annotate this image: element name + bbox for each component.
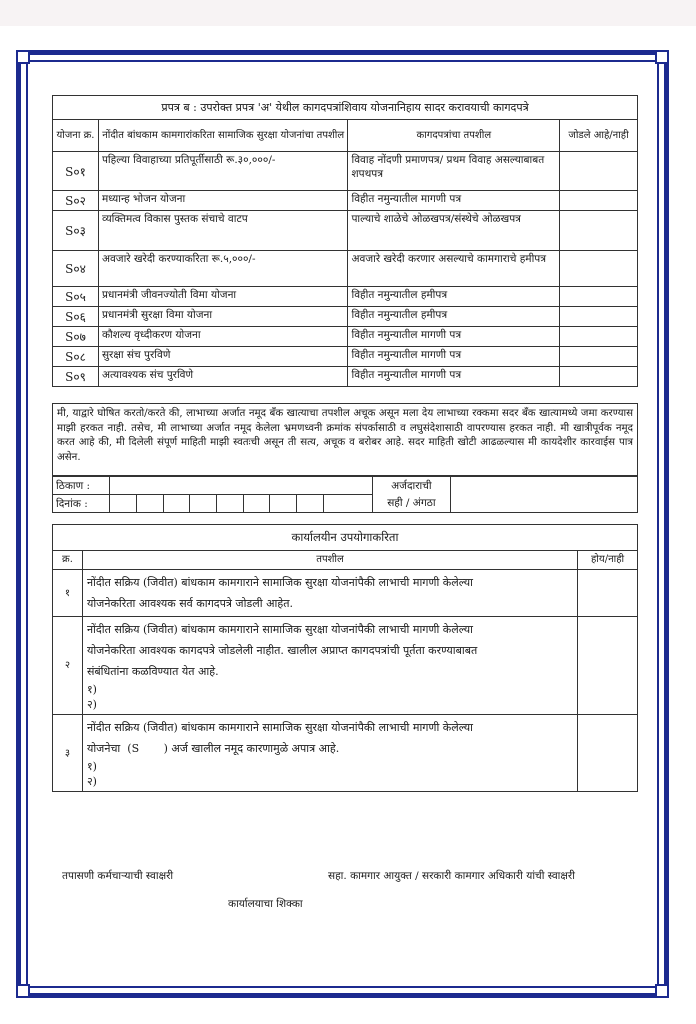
office-use-title: कार्यालयीन उपयोगाकरिता — [53, 525, 638, 551]
col-scheme-details: नोंदीत बांधकाम कामगारांकरिता सामाजिक सुरक्षा योजनांचा तपशील — [98, 120, 348, 152]
table-row — [53, 191, 638, 211]
attached-cell[interactable] — [560, 327, 638, 347]
inspector-signature-label: तपासणी कर्मचाऱ्याची स्वाक्षरी — [62, 870, 174, 882]
date-digit-box[interactable] — [323, 495, 372, 513]
border-corner — [16, 50, 30, 64]
table-row — [53, 347, 638, 367]
row-item: १) — [86, 683, 97, 696]
row-details — [82, 570, 577, 617]
row-line: योजनेकरिता आवश्यक सर्व कागदपत्रे जोडली आहेत. — [86, 597, 293, 610]
office-use-table — [52, 524, 638, 792]
attached-cell[interactable] — [560, 287, 638, 307]
table-row — [53, 307, 638, 327]
row-line: नोंदीत सक्रिय (जिवीत) बांधकाम कामगाराने सामाजिक सुरक्षा योजनांपैकी लाभाची मागणी केलेल्या — [86, 721, 473, 734]
attached-cell[interactable] — [560, 152, 638, 191]
date-digit-box[interactable] — [110, 495, 137, 513]
scheme-docs: विवाह नोंदणी प्रमाणपत्र/ प्रथम विवाह असल्याबाबत शपथपत्र — [348, 152, 560, 191]
scheme-code: S०३ — [53, 211, 99, 251]
scheme-code: S०२ — [53, 191, 99, 211]
row-number: १ — [53, 570, 83, 617]
date-digit-box[interactable] — [136, 495, 163, 513]
col-details: तपशील — [82, 551, 577, 570]
row-number: २ — [53, 617, 83, 715]
row-number: ३ — [53, 715, 83, 792]
place-date-table — [52, 476, 638, 513]
officer-signature-label: सहा. कामगार आयुक्त / सरकारी कामगार अधिकारी यांची स्वाक्षरी — [328, 870, 575, 882]
col-no: क्र. — [53, 551, 83, 570]
scheme-name: व्यक्तिमत्व विकास पुस्तक संचाचे वाटप — [98, 211, 348, 251]
attached-cell[interactable] — [560, 367, 638, 387]
scheme-docs: विहीत नमुन्यातील हमीपत्र — [348, 307, 560, 327]
col-scheme-no: योजना क्र. — [53, 120, 99, 152]
part-b-table — [52, 95, 638, 387]
office-stamp-label: कार्यालयाचा शिक्का — [228, 898, 303, 910]
scheme-code: S०६ — [53, 307, 99, 327]
yesno-cell[interactable] — [578, 715, 638, 792]
scheme-code: S०९ — [53, 367, 99, 387]
yesno-cell[interactable] — [578, 617, 638, 715]
sign-label: सही / अंगठा — [372, 495, 450, 513]
scheme-code: S०५ — [53, 287, 99, 307]
scheme-name: प्रधानमंत्री जीवनज्योती विमा योजना — [98, 287, 348, 307]
scheme-code: S०७ — [53, 327, 99, 347]
part-b-title: प्रपत्र ब : उपरोक्त प्रपत्र 'अ' येथील कागदपत्रांशिवाय योजनानिहाय सादर करावयाची कागदपत्रे — [53, 96, 638, 120]
scheme-docs: पाल्याचे शाळेचे ओळखपत्र/संस्थेचे ओळखपत्र — [348, 211, 560, 251]
col-yesno: होय/नाही — [578, 551, 638, 570]
table-row — [53, 367, 638, 387]
scheme-docs: अवजारे खरेदी करणार असल्याचे कामगाराचे हमीपत्र — [348, 251, 560, 287]
date-digit-box[interactable] — [190, 495, 217, 513]
date-digit-box[interactable] — [270, 495, 297, 513]
scheme-name: कौशल्य वृध्दीकरण योजना — [98, 327, 348, 347]
place-label: ठिकाण : — [53, 477, 110, 495]
date-digit-box[interactable] — [163, 495, 190, 513]
yesno-cell[interactable] — [578, 570, 638, 617]
col-documents: कागदपत्रांचा तपशील — [348, 120, 560, 152]
scheme-name: अवजारे खरेदी करण्याकरिता रू.५,०००/- — [98, 251, 348, 287]
signature-box[interactable] — [451, 477, 638, 513]
attached-cell[interactable] — [560, 251, 638, 287]
top-bar — [0, 0, 696, 26]
scheme-code: S०४ — [53, 251, 99, 287]
date-label: दिनांक : — [53, 495, 110, 513]
scheme-name: सुरक्षा संच पुरविणे — [98, 347, 348, 367]
table-row — [53, 715, 638, 792]
declaration-text: मी, याद्वारे घोषित करतो/करते की, लाभाच्या अर्जात नमूद बँक खात्याचा तपशील अचूक असून मला देय लाभाच्या रक्कमा सदर बँक खात्यामध्ये जमा करण्यास माझी हरकत नाही. तसेच, मी लाभाच्या अर्जात नमूद केलेला भ्रमणध्वनी क्रमांक संपर्कासाठी व लघुसंदेशासाठी वापरण्यास हरकत नाही. मी खात्रीपूर्वक नमूद करत आहे की, मी दिलेली संपूर्ण माहिती माझी स्वतःची असून ती सत्य, अचूक व बरोबर आहे. सदर माहिती खोटी आढळल्यास मी कायदेशीर कारवाईस पात्र असेन. — [52, 403, 638, 476]
scheme-docs: विहीत नमुन्यातील हमीपत्र — [348, 287, 560, 307]
scheme-docs: विहीत नमुन्यातील मागणी पत्र — [348, 347, 560, 367]
border-corner — [655, 50, 669, 64]
row-line: संबंधितांना कळविण्यात येत आहे. — [86, 665, 219, 678]
border-corner — [16, 984, 30, 998]
scheme-name: पहिल्या विवाहाच्या प्रतिपूर्तीसाठी रू.३०,०००/- — [98, 152, 348, 191]
row-item: १) — [86, 760, 97, 773]
table-row — [53, 211, 638, 251]
scheme-docs: विहीत नमुन्यातील मागणी पत्र — [348, 327, 560, 347]
date-digit-box[interactable] — [296, 495, 323, 513]
scheme-name: अत्यावश्यक संच पुरविणे — [98, 367, 348, 387]
row-line: योजनेकरिता आवश्यक कागदपत्रे जोडलेली नाहीत. खालील अप्राप्त कागदपत्रांची पूर्तता करण्याबाबत — [86, 644, 478, 657]
table-row — [53, 617, 638, 715]
attached-cell[interactable] — [560, 347, 638, 367]
attached-cell[interactable] — [560, 211, 638, 251]
row-item: २) — [86, 698, 97, 711]
row-line: नोंदीत सक्रिय (जिवीत) बांधकाम कामगाराने सामाजिक सुरक्षा योजनांपैकी लाभाची मागणी केलेल्या — [86, 623, 473, 636]
scheme-code: S०८ — [53, 347, 99, 367]
table-row — [53, 327, 638, 347]
attached-cell[interactable] — [560, 307, 638, 327]
border-corner — [655, 984, 669, 998]
attached-cell[interactable] — [560, 191, 638, 211]
applicant-label: अर्जदाराची — [372, 477, 450, 495]
scheme-name: मध्यान्ह भोजन योजना — [98, 191, 348, 211]
col-attached: जोडले आहे/नाही — [560, 120, 638, 152]
scheme-name: प्रधानमंत्री सुरक्षा विमा योजना — [98, 307, 348, 327]
date-digit-box[interactable] — [243, 495, 270, 513]
row-details — [82, 715, 577, 792]
scheme-code: S०१ — [53, 152, 99, 191]
row-line: योजनेचा (S ) अर्ज खालील नमूद कारणामुळे अपात्र आहे. — [86, 742, 340, 755]
table-row — [53, 152, 638, 191]
date-digit-box[interactable] — [216, 495, 243, 513]
table-row — [53, 251, 638, 287]
row-line: नोंदीत सक्रिय (जिवीत) बांधकाम कामगाराने सामाजिक सुरक्षा योजनांपैकी लाभाची मागणी केलेल्या — [86, 576, 473, 589]
table-row — [53, 287, 638, 307]
scheme-docs: विहीत नमुन्यातील मागणी पत्र — [348, 191, 560, 211]
place-field[interactable] — [110, 477, 372, 495]
row-item: २) — [86, 775, 97, 788]
scheme-docs: विहीत नमुन्यातील मागणी पत्र — [348, 367, 560, 387]
row-details — [82, 617, 577, 715]
table-row — [53, 570, 638, 617]
